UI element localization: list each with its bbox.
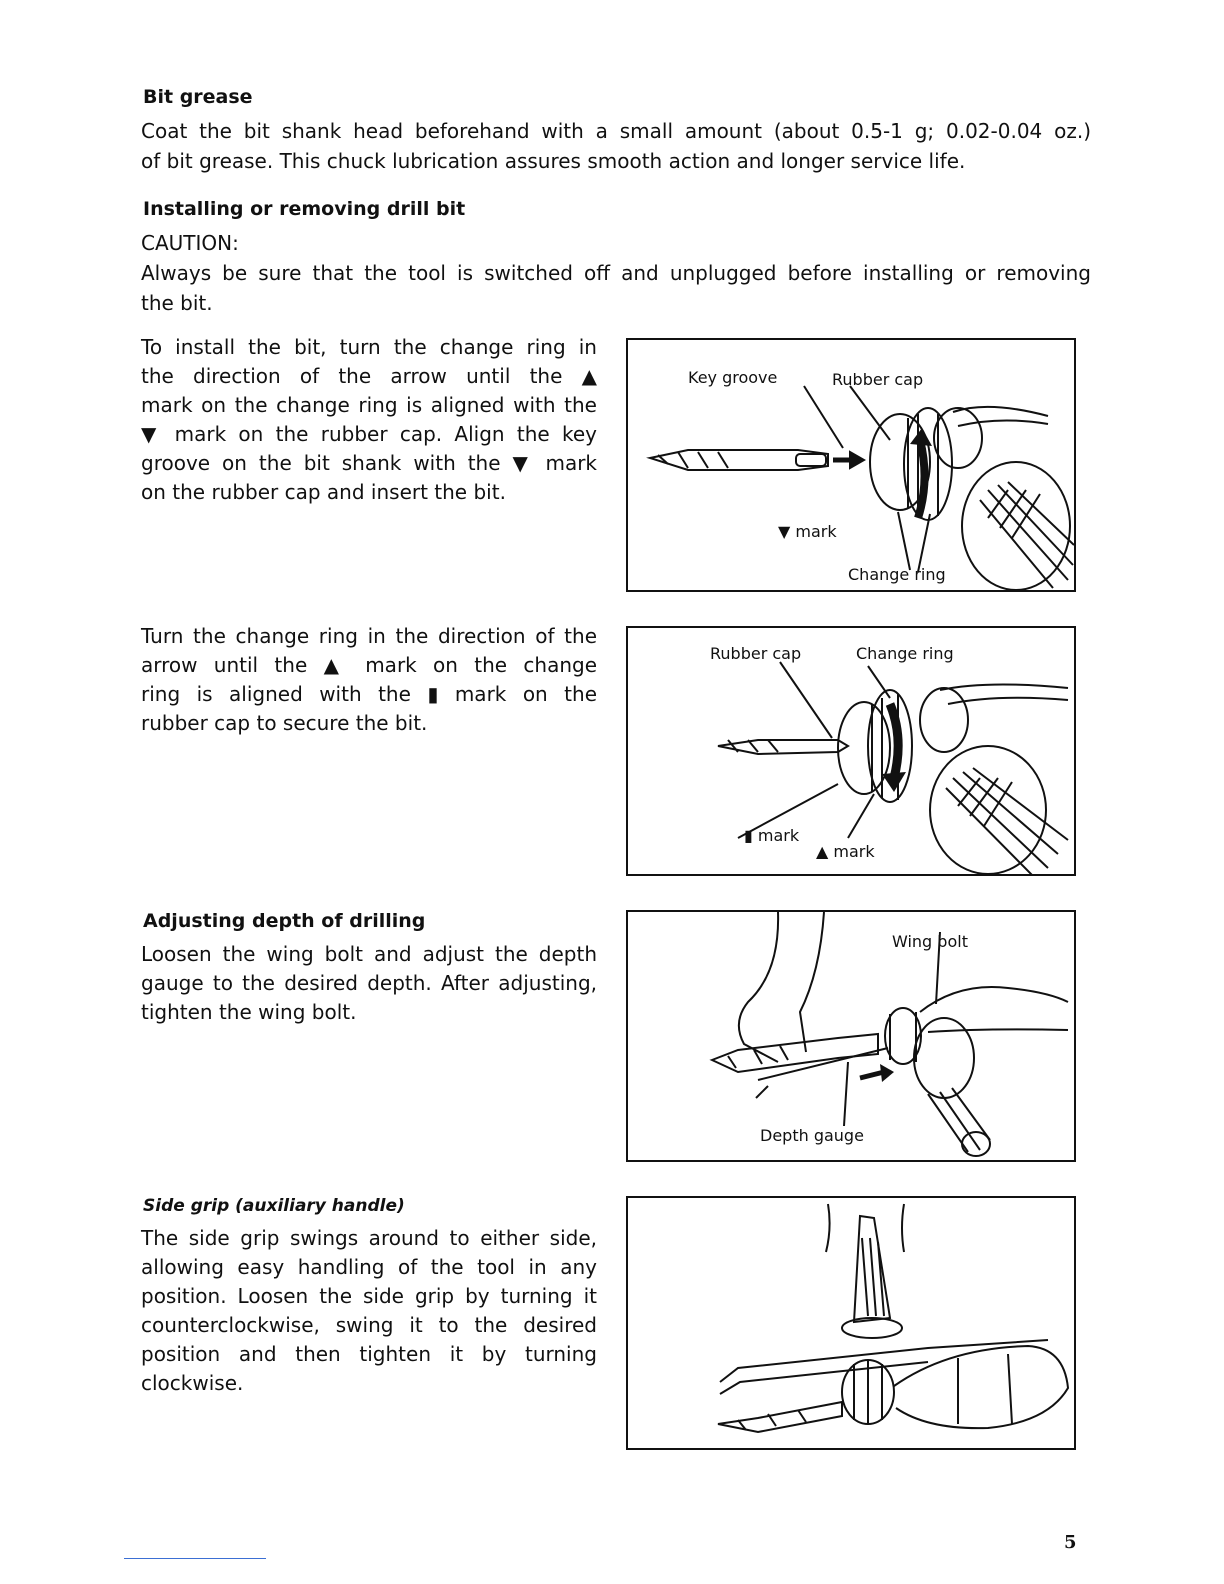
- secure-instructions: [141, 622, 597, 738]
- bit-grease-line-2: of bit grease. This chuck lubrication assures smooth action and longer service life.: [141, 149, 966, 173]
- secure-line: rubber cap to secure the bit.: [141, 711, 428, 735]
- change-ring-label: Change ring: [856, 644, 954, 663]
- install-line: groove on the bit shank with the ▼ mark: [141, 451, 598, 475]
- install-line: ▼ mark on the rubber cap. Align the key: [141, 422, 597, 446]
- figure-side-grip: [626, 1196, 1076, 1450]
- side-grip-instructions: [141, 1224, 597, 1398]
- caution-block: [141, 228, 1091, 318]
- figure-secure-bit: [626, 626, 1076, 876]
- depth-line: gauge to the desired depth. After adjusting,: [141, 971, 597, 995]
- footer-rule: [124, 1558, 266, 1559]
- bar-mark-label: ▮ mark: [744, 826, 800, 845]
- change-ring-label: Change ring: [848, 565, 946, 584]
- side-grip-line: counterclockwise, swing it to the desired: [141, 1313, 597, 1337]
- caution-label: CAUTION:: [141, 231, 239, 255]
- install-line: To install the bit, turn the change ring in: [141, 335, 597, 359]
- secure-line: arrow until the ▲ mark on the change: [141, 653, 597, 677]
- key-groove-label: Key groove: [688, 368, 778, 387]
- caution-line-2: the bit.: [141, 291, 213, 315]
- installing-heading: Installing or removing drill bit: [143, 198, 466, 220]
- down-mark-label: ▼ mark: [778, 522, 837, 541]
- rubber-cap-label: Rubber cap: [710, 644, 802, 663]
- bar-mark-icon: ▮: [427, 682, 439, 706]
- bit-grease-heading: Bit grease: [143, 86, 253, 108]
- side-grip-line: position and then tighten it by turning: [141, 1342, 597, 1366]
- caution-line-1: Always be sure that the tool is switched off and unplugged before installing or removing: [141, 261, 1091, 285]
- secure-line: ring is aligned with the ▮ mark on the: [141, 682, 597, 706]
- bit-grease-line-1: Coat the bit shank head beforehand with a small amount (about 0.5-1 g; 0.02-0.04 oz.): [141, 119, 1091, 143]
- side-grip-line: clockwise.: [141, 1371, 244, 1395]
- triangle-up-mark-icon: ▲: [816, 842, 829, 861]
- triangle-up-mark-icon: ▲: [323, 653, 349, 677]
- install-line: on the rubber cap and insert the bit.: [141, 480, 506, 504]
- bit-grease-text: [141, 116, 1091, 176]
- depth-heading: Adjusting depth of drilling: [143, 910, 426, 932]
- secure-line: Turn the change ring in the direction of the: [141, 624, 597, 648]
- depth-instructions: [141, 940, 597, 1027]
- side-grip-line: The side grip swings around to either side,: [141, 1226, 597, 1250]
- triangle-up-mark-icon: ▲: [581, 364, 597, 388]
- wing-bolt-label: Wing bolt: [892, 932, 968, 951]
- side-grip-heading: Side grip (auxiliary handle): [143, 1196, 405, 1216]
- side-grip-illustration: [628, 1198, 1076, 1450]
- triangle-down-mark-icon: ▼: [512, 451, 534, 475]
- side-grip-line: allowing easy handling of the tool in any: [141, 1255, 597, 1279]
- drill-chuck-secured-illustration: [628, 628, 1076, 876]
- install-line: mark on the change ring is aligned with the: [141, 393, 597, 417]
- triangle-down-mark-icon: ▼: [778, 522, 791, 541]
- figure-install-bit: [626, 338, 1076, 592]
- install-instructions: [141, 333, 597, 507]
- depth-gauge-label: Depth gauge: [760, 1126, 864, 1145]
- rubber-cap-label: Rubber cap: [832, 370, 924, 389]
- up-mark-label: ▲ mark: [816, 842, 875, 861]
- install-line: the direction of the arrow until the ▲: [141, 364, 597, 388]
- depth-line: tighten the wing bolt.: [141, 1000, 357, 1024]
- page-number: 5: [1064, 1532, 1077, 1553]
- bar-mark-icon: ▮: [744, 826, 753, 845]
- side-grip-line: position. Loosen the side grip by turning it: [141, 1284, 597, 1308]
- figure-depth-gauge: [626, 910, 1076, 1162]
- depth-gauge-illustration: [628, 912, 1076, 1162]
- depth-line: Loosen the wing bolt and adjust the depth: [141, 942, 597, 966]
- triangle-down-mark-icon: ▼: [141, 422, 163, 446]
